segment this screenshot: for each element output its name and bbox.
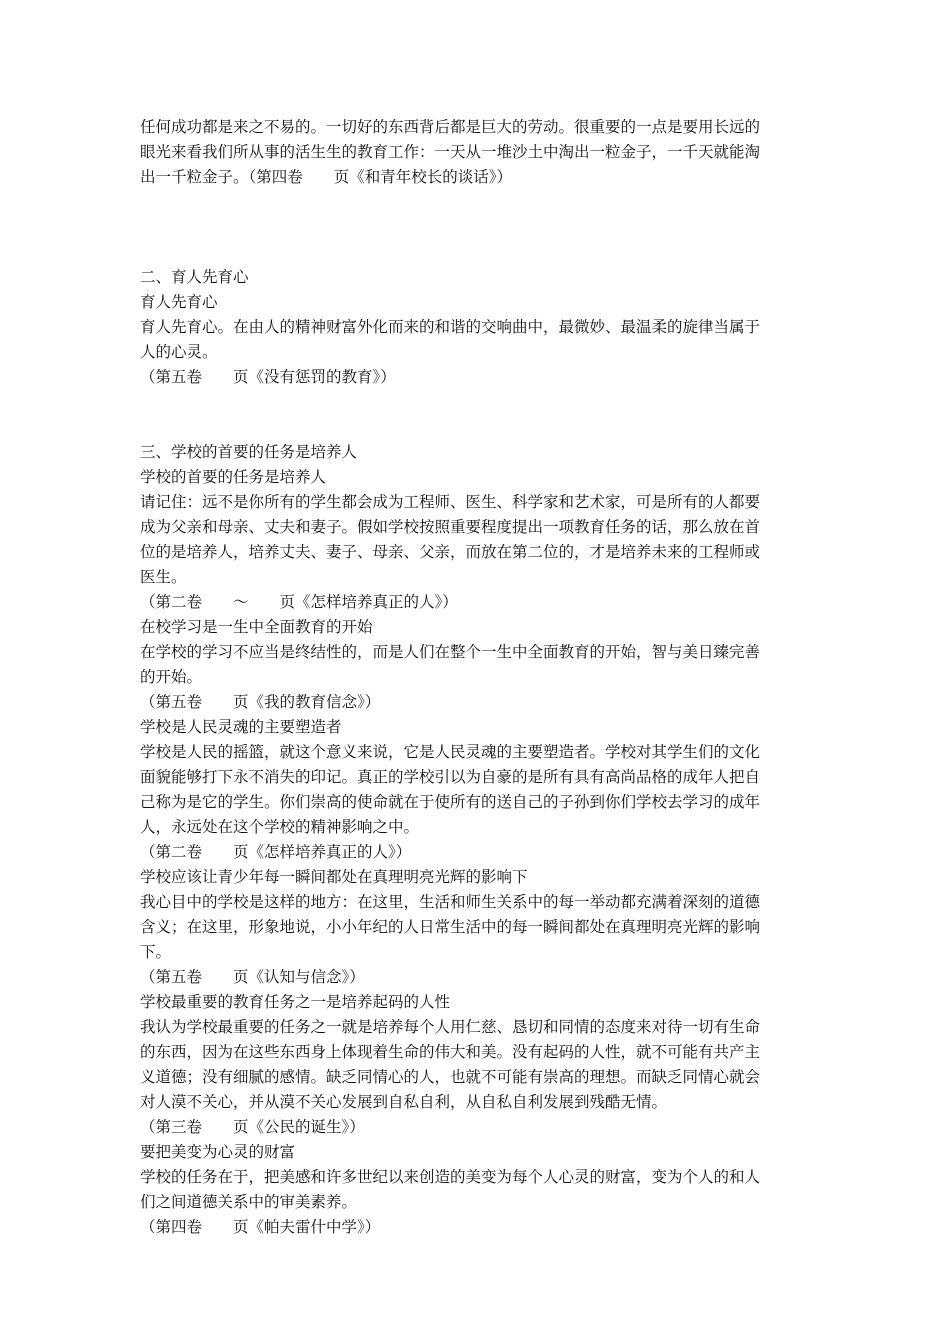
spacer [140, 390, 812, 440]
text-line: 人的心灵。 [140, 343, 218, 361]
citation: （第五卷 页《我的教育信念》） [140, 693, 381, 711]
citation: （第五卷 页《没有惩罚的教育》） [140, 368, 396, 386]
document-page [140, 115, 812, 1240]
text-line: 育人先育心。在由人的精神财富外化而来的和谐的交响曲中，最微妙、最温柔的旋律当属于 [140, 318, 761, 336]
text-line: 我心目中的学校是这样的地方：在这里，生活和师生关系中的每一举动都充满着深刻的道德 [140, 893, 761, 911]
text-line: 在学校的学习不应当是终结性的，而是人们在整个一生中全面教育的开始，智与美日臻完善 [140, 643, 761, 661]
text-line: 学校是人民的摇篮，就这个意义来说，它是人民灵魂的主要塑造者。学校对其学生们的文化 [140, 743, 761, 761]
text-line: 己称为是它的学生。你们崇高的使命就在于使所有的送自己的子孙到你们学校去学习的成年 [140, 793, 761, 811]
text-line: 位的是培养人，培养丈夫、妻子、母亲、父亲，而放在第二位的，才是培养未来的工程师或 [140, 543, 761, 561]
subheading: 育人先育心 [140, 293, 218, 311]
text-line: 医生。 [140, 568, 187, 586]
text-line: 下。 [140, 943, 172, 961]
text-line: 义道德；没有细腻的感情。缺乏同情心的人，也就不可能有崇高的理想。而缺乏同情心就会 [140, 1068, 761, 1086]
text-line: 含义；在这里，形象地说，小小年纪的人日常生活中的每一瞬间都处在真理明亮光辉的影响 [140, 918, 761, 936]
quote-item [140, 1140, 812, 1240]
text-line: 我认为学校最重要的任务之一就是培养每个人用仁慈、恳切和同情的态度来对待一切有生命 [140, 1018, 761, 1036]
text-line: 对人漠不关心，并从漠不关心发展到自私自利，从自私自利发展到残酷无情。 [140, 1093, 668, 1111]
text-line: 们之间道德关系中的审美素养。 [140, 1193, 358, 1211]
text-line: 面貌能够打下永不消失的印记。真正的学校引以为自豪的是所有具有高尚品格的成年人把自 [140, 768, 761, 786]
text-line: 出一千粒金子。（第四卷 页《和青年校长的谈话》） [140, 168, 513, 186]
citation: （第二卷 ～ 页《怎样培养真正的人》） [140, 593, 458, 611]
section-2 [140, 265, 812, 390]
subheading: 学校是人民灵魂的主要塑造者 [140, 718, 342, 736]
intro-paragraph [140, 115, 812, 190]
subheading: 学校应该让青少年每一瞬间都处在真理明亮光辉的影响下 [140, 868, 528, 886]
quote-item [140, 990, 812, 1140]
text-line: 的东西，因为在这些东西身上体现着生命的伟大和美。没有起码的人性，就不可能有共产主 [140, 1043, 761, 1061]
text-line: 成为父亲和母亲、丈夫和妻子。假如学校按照重要程度提出一项教育任务的话，那么放在首 [140, 518, 761, 536]
subheading: 学校最重要的教育任务之一是培养起码的人性 [140, 993, 451, 1011]
quote-item [140, 615, 812, 715]
section-3 [140, 440, 812, 1240]
citation: （第五卷 页《认知与信念》） [140, 968, 365, 986]
section-heading: 三、学校的首要的任务是培养人 [140, 443, 358, 461]
citation: （第四卷 页《帕夫雷什中学》） [140, 1218, 381, 1236]
subheading: 学校的首要的任务是培养人 [140, 468, 327, 486]
text-line: 学校的任务在于，把美感和许多世纪以来创造的美变为每个人心灵的财富，变为个人的和人 [140, 1168, 761, 1186]
quote-item [140, 465, 812, 615]
quote-item [140, 865, 812, 990]
subheading: 要把美变为心灵的财富 [140, 1143, 296, 1161]
text-line: 任何成功都是来之不易的。一切好的东西背后都是巨大的劳动。很重要的一点是要用长远的 [140, 118, 761, 136]
section-heading: 二、育人先育心 [140, 268, 249, 286]
citation: （第三卷 页《公民的诞生》） [140, 1118, 365, 1136]
text-line: 请记住：远不是你所有的学生都会成为工程师、医生、科学家和艺术家，可是所有的人都要 [140, 493, 761, 511]
text-line: 人，永远处在这个学校的精神影响之中。 [140, 818, 420, 836]
quote-item [140, 715, 812, 865]
text-line: 眼光来看我们所从事的活生生的教育工作：一天从一堆沙土中淘出一粒金子，一千天就能淘 [140, 143, 761, 161]
subheading: 在校学习是一生中全面教育的开始 [140, 618, 373, 636]
citation: （第二卷 页《怎样培养真正的人》） [140, 843, 412, 861]
spacer [140, 190, 812, 265]
text-line: 的开始。 [140, 668, 203, 686]
